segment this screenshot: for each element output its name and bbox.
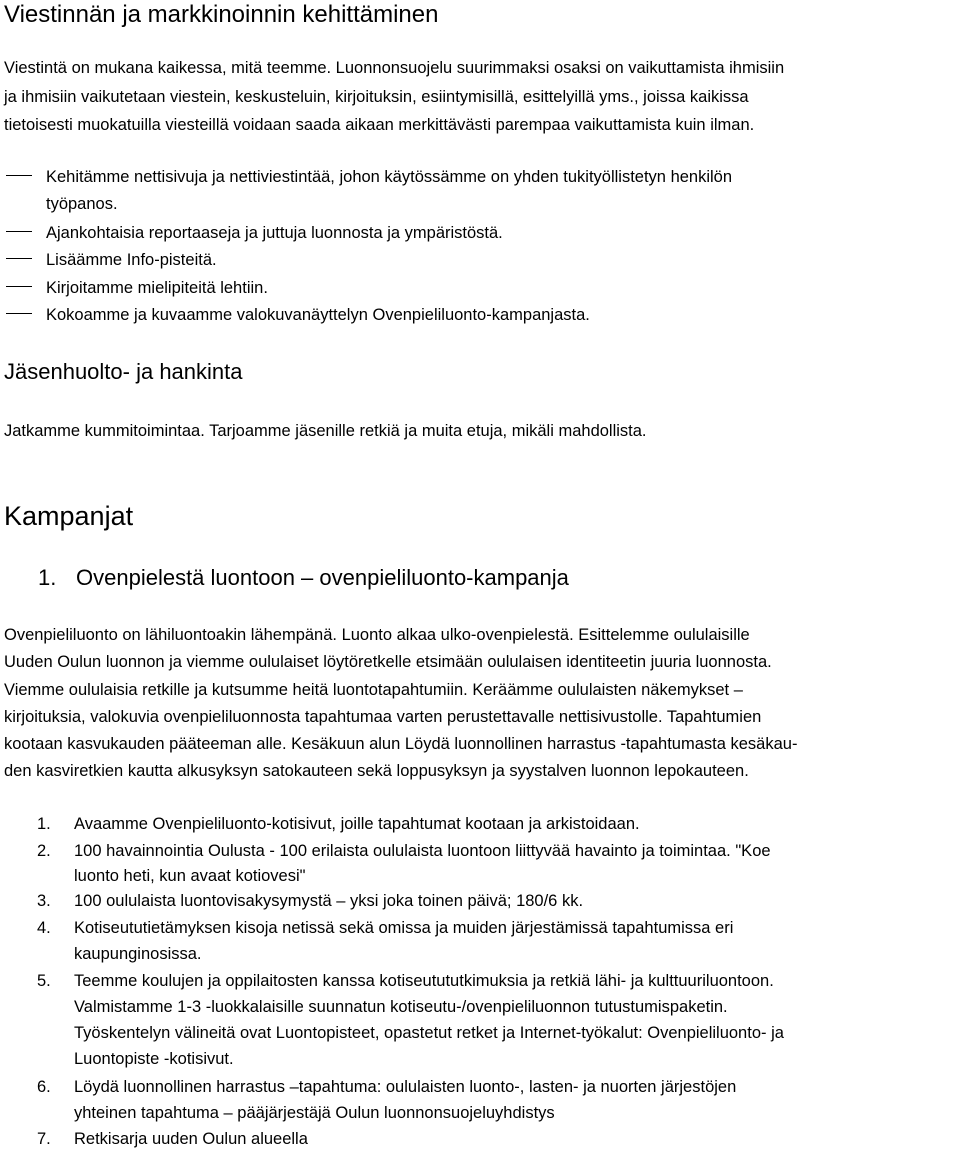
list-item-number: 1.	[37, 815, 51, 833]
list-item-number: 7.	[37, 1130, 51, 1148]
list-item-line: 100 oululaista luontovisakysymystä – yksi joka toinen päivä; 180/6 kk.	[74, 892, 584, 910]
dash-bullet-icon	[6, 175, 32, 176]
bullet-item-line: Kehitämme nettisivuja ja nettiviestintää, johon käytössämme on yhden tukityöllistetyn henkilön	[46, 168, 733, 186]
list-item-number: 4.	[37, 919, 51, 937]
dash-bullet-icon	[6, 258, 32, 259]
campaign-paragraph-line: Uuden Oulun luonnon ja viemme oululaiset löytöretkelle etsimään oululaisen identiteetin juuria luonnosta.	[4, 653, 772, 671]
intro-line: ja ihmisiin vaikutetaan viestein, keskusteluin, kirjoituksin, esiintymisillä, esittelyillä yms., joissa kaikissa	[4, 88, 749, 106]
campaign-paragraph-line: kootaan kasvukauden pääteeman alle. Kesäkuun alun Löydä luonnollinen harrastus -tapahtumasta kesäkau-	[4, 735, 798, 753]
list-item-number: 2.	[37, 842, 51, 860]
bullet-item-line: Kokoamme ja kuvaamme valokuvanäyttelyn Ovenpieliluonto-kampanjasta.	[46, 306, 590, 324]
membership-text: Jatkamme kummitoimintaa. Tarjoamme jäsenille retkiä ja muita etuja, mikäli mahdollista.	[4, 422, 647, 440]
section-heading-campaigns: Kampanjat	[4, 501, 134, 531]
dash-bullet-icon	[6, 313, 32, 314]
list-item-line: Retkisarja uuden Oulun alueella	[74, 1130, 308, 1148]
dash-bullet-icon	[6, 231, 32, 232]
bullet-item-line: Kirjoitamme mielipiteitä lehtiin.	[46, 279, 268, 297]
list-item-number: 5.	[37, 972, 51, 990]
list-item-line: yhteinen tapahtuma – pääjärjestäjä Oulun luonnonsuojeluyhdistys	[74, 1104, 555, 1122]
dash-bullet-icon	[6, 286, 32, 287]
list-item-line: Työskentelyn välineitä ovat Luontopisteet, opastetut retket ja Internet-työkalut: Ovenpieliluonto- ja	[74, 1024, 784, 1042]
list-item-line: kaupunginosissa.	[74, 945, 202, 963]
intro-line: Viestintä on mukana kaikessa, mitä teemme. Luonnonsuojelu suurimmaksi osaksi on vaikuttamista ihmisiin	[4, 59, 785, 77]
campaign-heading-number: 1.	[38, 565, 57, 590]
campaign-paragraph-line: Viemme oululaisia retkille ja kutsumme heitä luontotapahtumiin. Keräämme oululaisten näkemykset –	[4, 681, 743, 699]
list-item-line: Teemme koulujen ja oppilaitosten kanssa kotiseutututkimuksia ja retkiä lähi- ja kulttuuriluontoon.	[74, 972, 774, 990]
campaign-paragraph-line: den kasviretkien kautta alkusyksyn satokauteen sekä loppusyksyn ja syystalven luonnon lepokauteen.	[4, 762, 749, 780]
list-item-line: Valmistamme 1-3 -luokkalaisille suunnatun kotiseutu-/ovenpieliluonnon tutustumispaketin.	[74, 998, 728, 1016]
list-item-line: Avaamme Ovenpieliluonto-kotisivut, joille tapahtumat kootaan ja arkistoidaan.	[74, 815, 640, 833]
list-item-line: Kotiseututietämyksen kisoja netissä sekä omissa ja muiden järjestämissä tapahtumissa eri	[74, 919, 734, 937]
campaign-paragraph-line: kirjoituksia, valokuvia ovenpieliluonnosta tapahtumaa varten perustettavalle nettisivustolle. Tapahtumien	[4, 708, 762, 726]
list-item-line: 100 havainnointia Oulusta - 100 erilaista oululaista luontoon liittyvää havainto ja toimintaa. "Koe	[74, 842, 771, 860]
list-item-line: luonto heti, kun avaat kotiovesi"	[74, 867, 306, 885]
campaign-paragraph-line: Ovenpieliluonto on lähiluontoakin lähempänä. Luonto alkaa ulko-ovenpielestä. Esittelemme oululaisille	[4, 626, 750, 644]
bullet-item-line: työpanos.	[46, 195, 118, 213]
bullet-item-line: Lisäämme Info-pisteitä.	[46, 251, 217, 269]
campaign-heading-title: Ovenpielestä luontoon – ovenpieliluonto-kampanja	[76, 565, 569, 590]
bullet-item-line: Ajankohtaisia reportaaseja ja juttuja luonnosta ja ympäristöstä.	[46, 224, 503, 242]
section-heading-communication: Viestinnän ja markkinoinnin kehittäminen	[4, 1, 439, 28]
intro-line: tietoisesti muokatuilla viesteillä voidaan saada aikaan merkittävästi parempaa vaikuttamista kuin ilman.	[4, 116, 755, 134]
list-item-number: 3.	[37, 892, 51, 910]
list-item-line: Löydä luonnollinen harrastus –tapahtuma: oululaisten luonto-, lasten- ja nuorten järjestöjen	[74, 1078, 737, 1096]
section-heading-membership: Jäsenhuolto- ja hankinta	[4, 359, 243, 384]
list-item-line: Luontopiste -kotisivut.	[74, 1050, 234, 1068]
list-item-number: 6.	[37, 1078, 51, 1096]
